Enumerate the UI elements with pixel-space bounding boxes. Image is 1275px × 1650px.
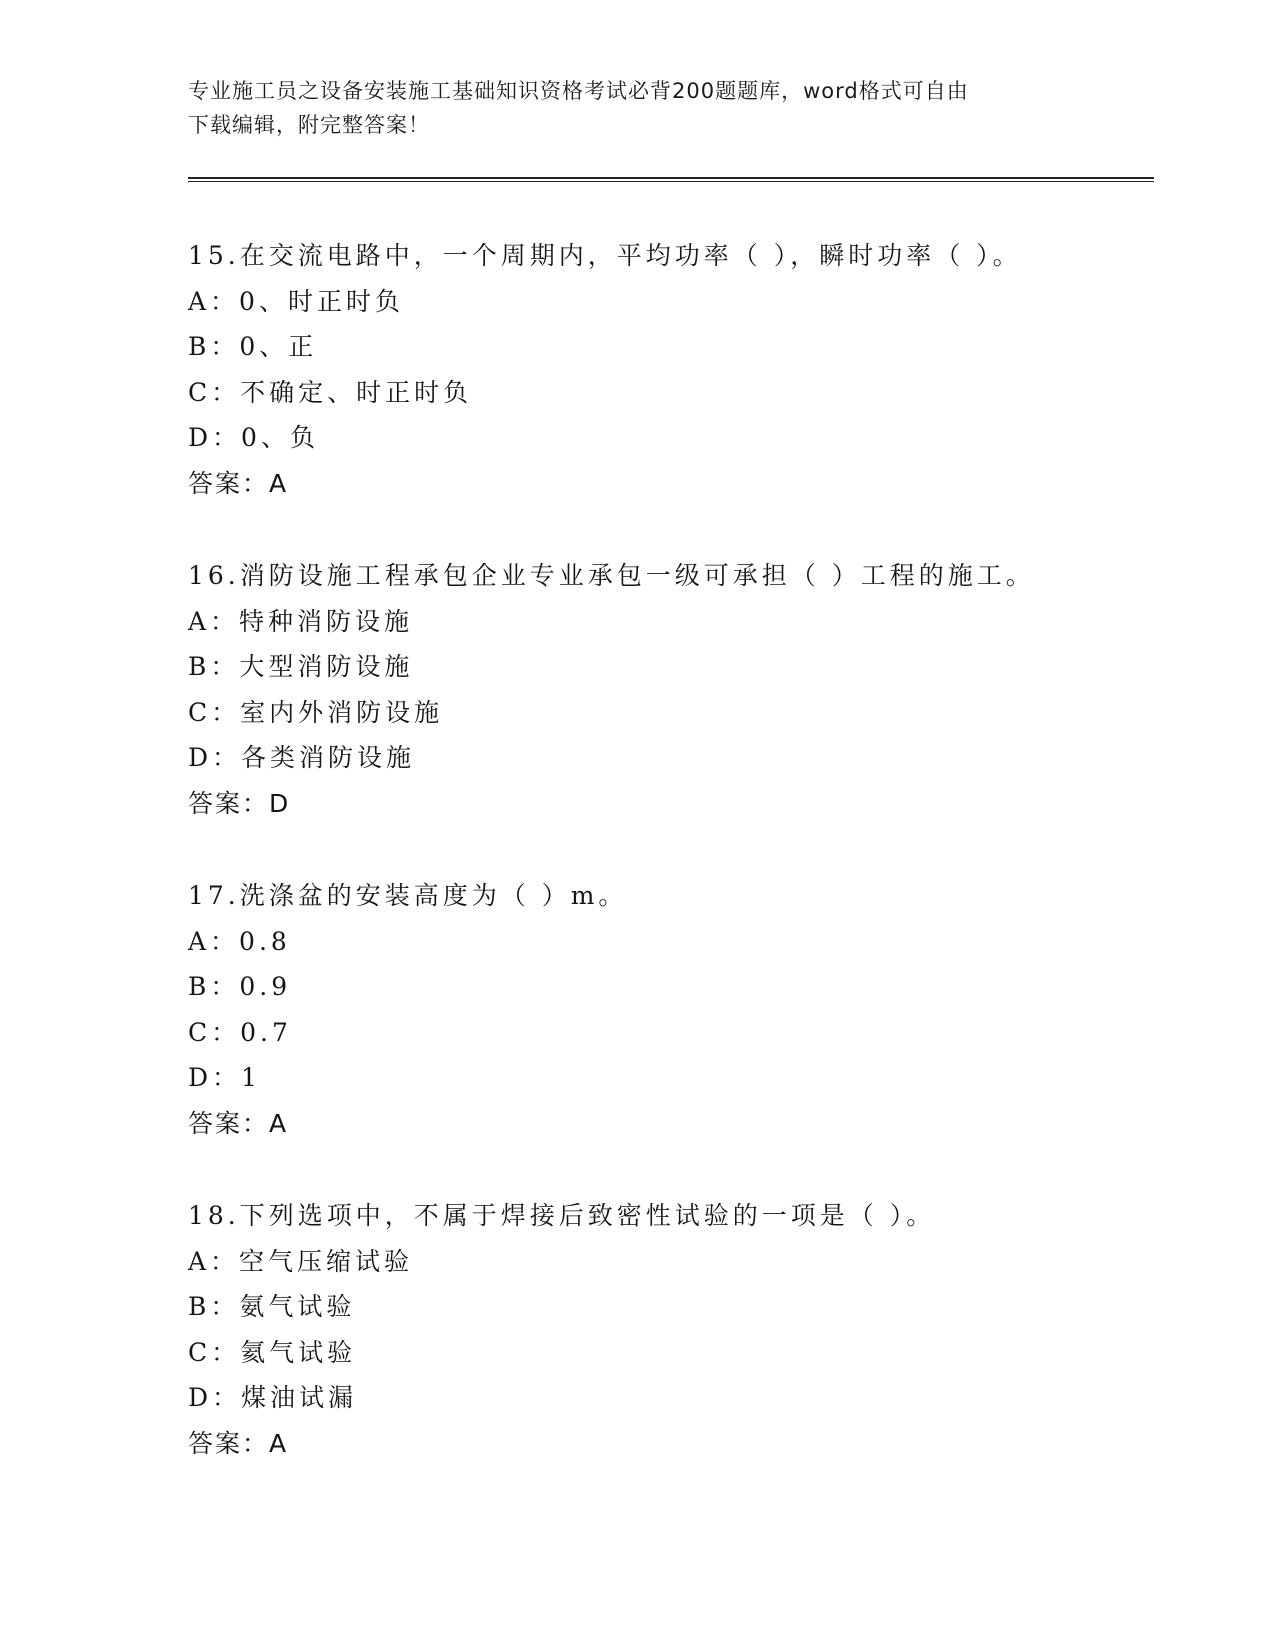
document-header — [188, 74, 1088, 142]
option-b: B：大型消防设施 — [188, 652, 414, 681]
question-15 — [188, 233, 1168, 506]
question-18 — [188, 1193, 1168, 1466]
answer-line: 答案：A — [188, 1428, 289, 1458]
header-divider — [188, 177, 1154, 182]
option-d: D：0、负 — [188, 423, 319, 452]
option-a: A：特种消防设施 — [188, 606, 414, 636]
option-d: D：各类消防设施 — [188, 743, 416, 772]
option-b: B：0.9 — [188, 972, 292, 1001]
option-a: A：0.8 — [188, 926, 291, 956]
option-d: D：1 — [188, 1063, 261, 1092]
option-c: C：室内外消防设施 — [188, 697, 444, 727]
option-d: D：煤油试漏 — [188, 1383, 358, 1412]
option-b: B：氨气试验 — [188, 1292, 356, 1321]
option-c: C：氦气试验 — [188, 1337, 357, 1367]
option-c: C：0.7 — [188, 1017, 292, 1047]
answer-line: 答案：A — [188, 1108, 289, 1138]
question-17 — [188, 873, 1168, 1146]
option-c: C：不确定、时正时负 — [188, 377, 473, 407]
option-b: B：0、正 — [188, 332, 318, 361]
question-stem: 16.消防设施工程承包企业专业承包一级可承担（ ）工程的施工。 — [188, 561, 1035, 590]
question-stem: 18.下列选项中，不属于焊接后致密性试验的一项是（ ）。 — [188, 1201, 936, 1230]
question-stem: 15.在交流电路中，一个周期内，平均功率（ ），瞬时功率（ ）。 — [188, 241, 1022, 270]
answer-line: 答案：A — [188, 468, 289, 498]
header-line-1: 专业施工员之设备安装施工基础知识资格考试必背200题题库，word格式可自由 — [188, 79, 969, 103]
header-line-2: 下载编辑，附完整答案！ — [188, 113, 430, 137]
option-a: A：空气压缩试验 — [188, 1246, 414, 1276]
question-stem: 17.洗涤盆的安装高度为（ ）m。 — [188, 881, 628, 910]
answer-line: 答案：D — [188, 788, 291, 818]
question-16 — [188, 553, 1168, 826]
option-a: A：0、时正时负 — [188, 286, 404, 316]
